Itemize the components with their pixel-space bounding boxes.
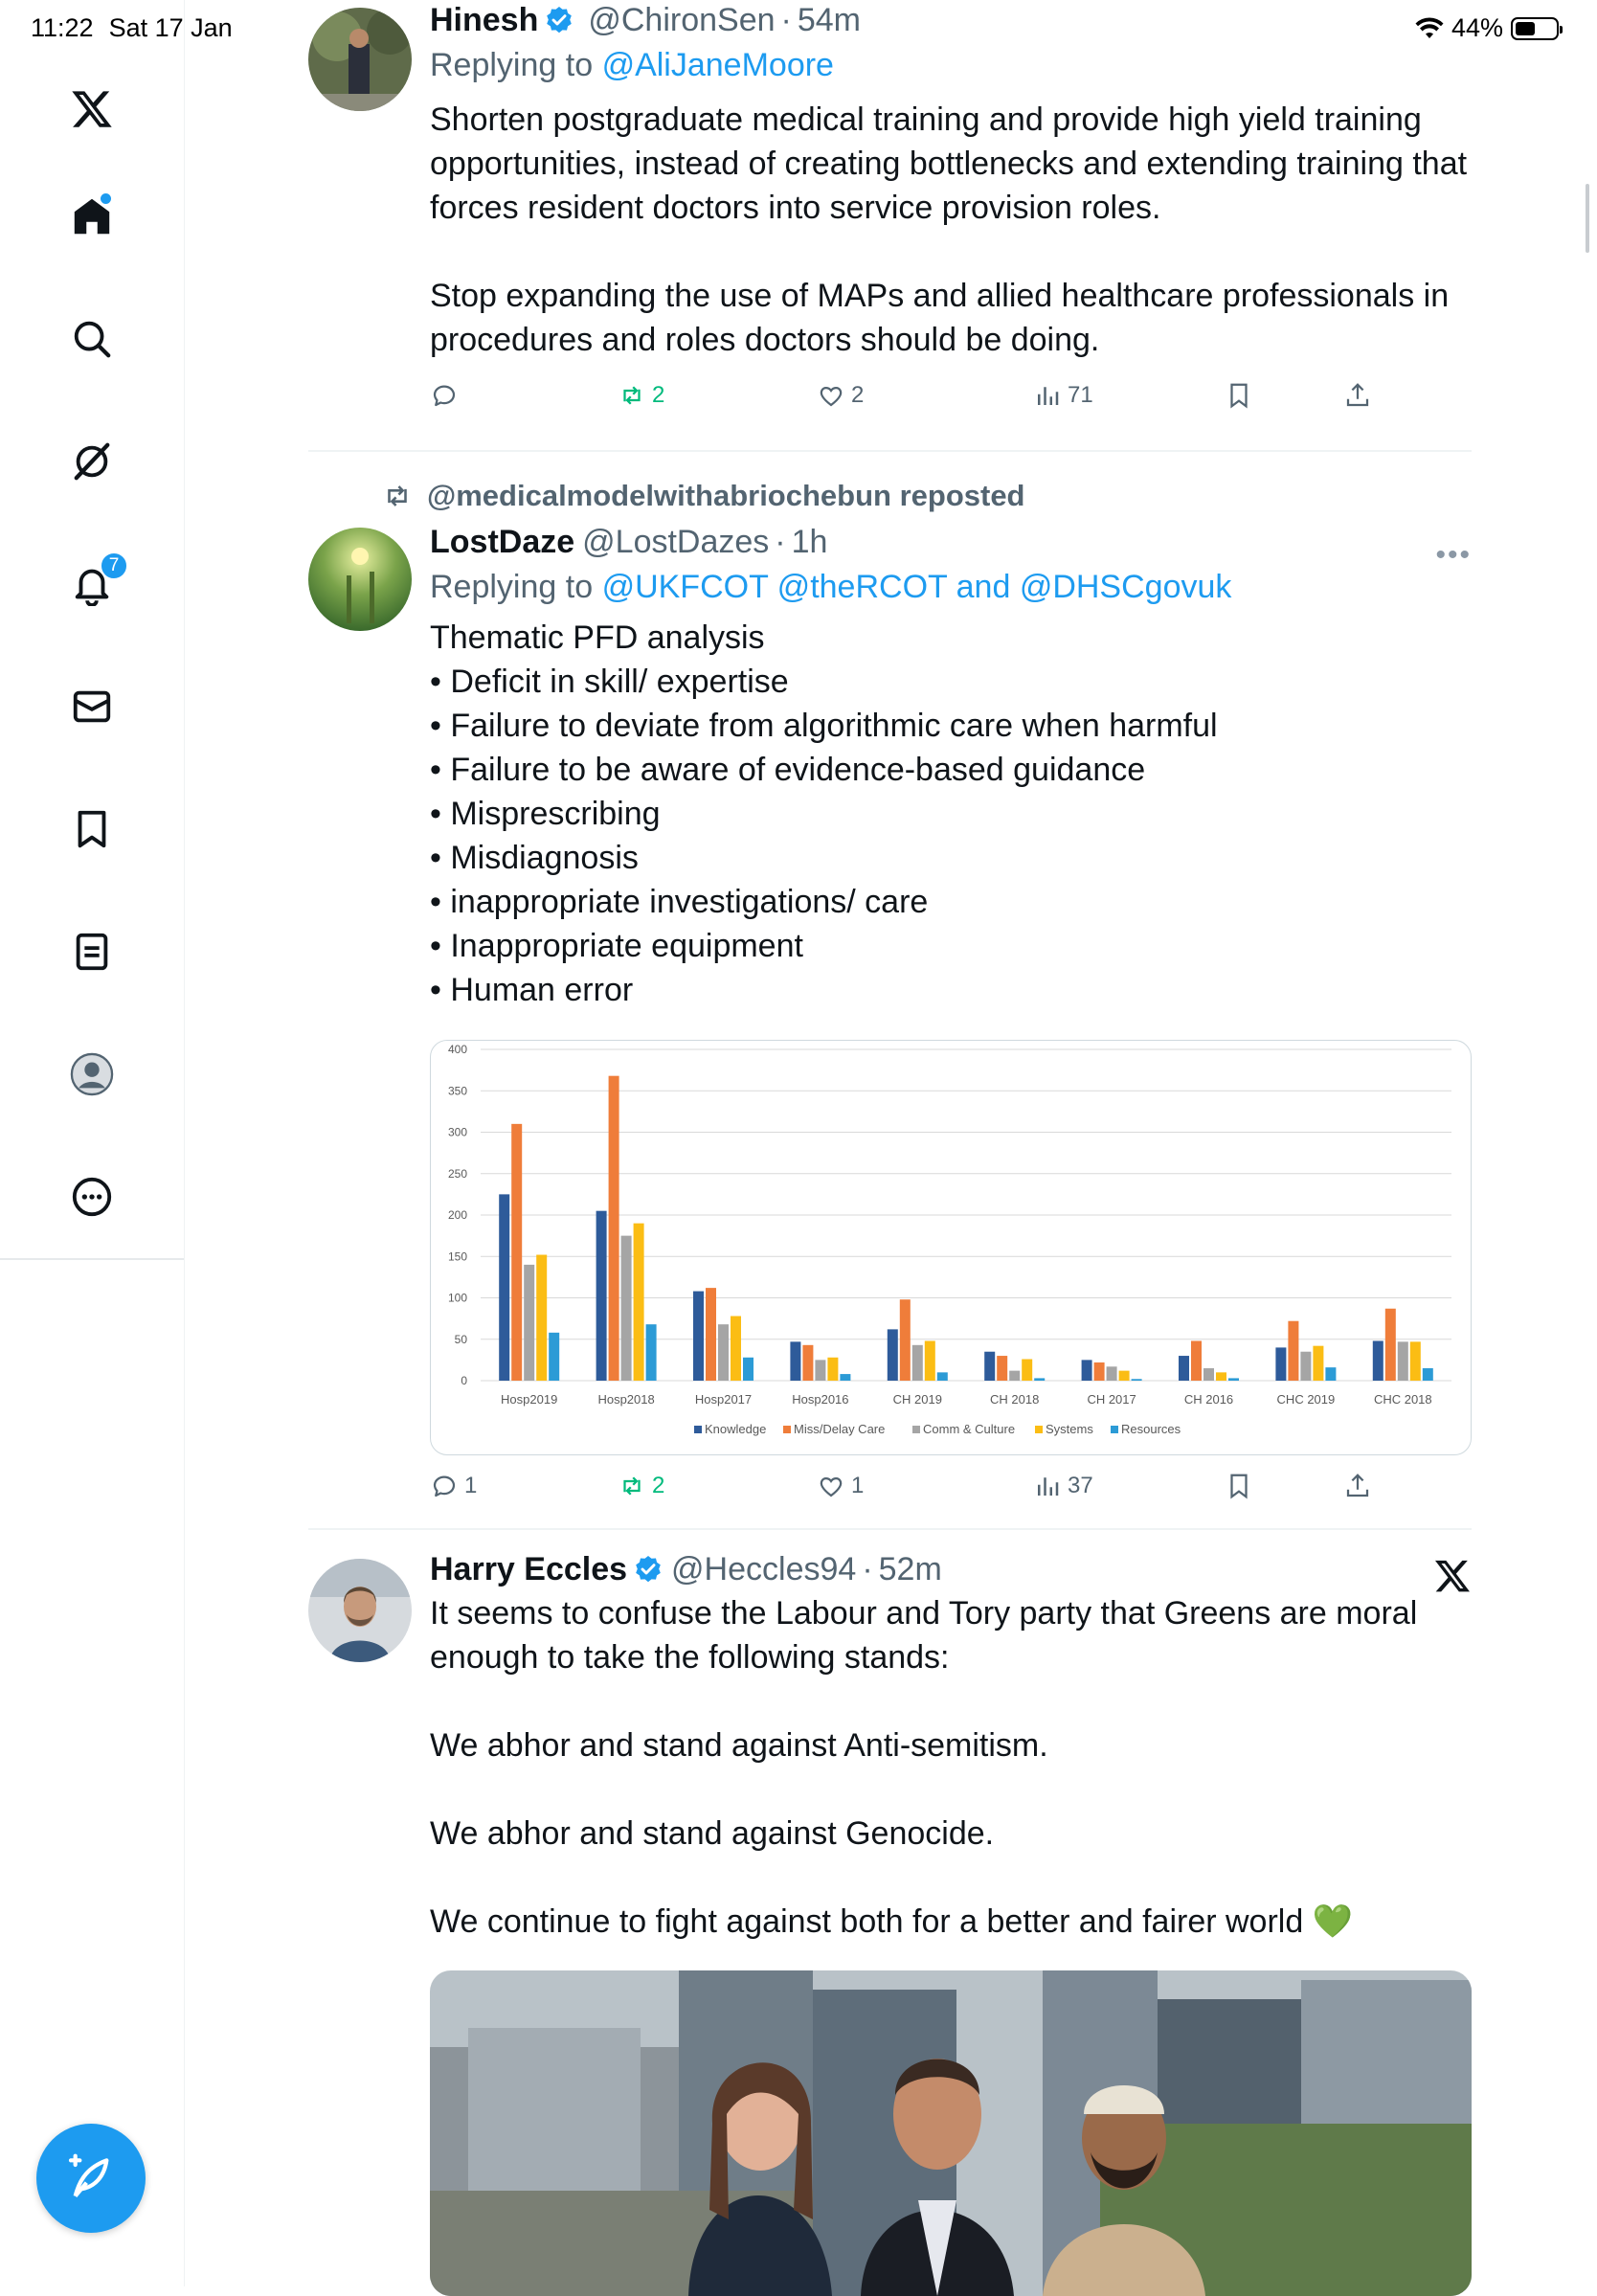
repost-icon <box>618 381 646 410</box>
legend-label: Knowledge <box>705 1422 767 1436</box>
x-logo-icon[interactable] <box>63 80 121 138</box>
bar-comm-culture <box>1107 1366 1117 1381</box>
bar-comm-culture <box>1203 1368 1214 1381</box>
grok-icon[interactable] <box>63 433 121 490</box>
post-hinesh[interactable] <box>308 0 1472 450</box>
bar-knowledge <box>888 1329 898 1381</box>
post-time[interactable]: 1h <box>791 524 828 560</box>
battery-percent: 44% <box>1451 13 1503 42</box>
views-icon <box>1033 1472 1062 1500</box>
bar-resources <box>743 1358 754 1381</box>
notifications-icon[interactable] <box>63 555 121 613</box>
legend-swatch <box>694 1426 702 1433</box>
bar-resources <box>1132 1379 1142 1381</box>
bar-miss-delay-care <box>900 1299 911 1381</box>
repost-indicator[interactable]: @medicalmodelwithabriochebun reposted <box>381 479 1025 513</box>
x-tick-label: CH 2018 <box>990 1392 1040 1407</box>
post-text: Shorten postgraduate medical training and provide high yield training opportunities, instead of creating bottlenecks and extending training that forces resident doctors into service provision roles. Stop expanding the use of MAPs and allied healthcare professionals in procedures and roles doctors should be doing. <box>430 101 1468 358</box>
bar-knowledge <box>1082 1360 1092 1381</box>
author-handle[interactable]: @Heccles94 <box>671 1551 857 1587</box>
views-icon <box>1033 381 1062 410</box>
bar-resources <box>937 1372 948 1381</box>
post-actions <box>430 1472 1472 1510</box>
share-icon <box>1343 1472 1372 1500</box>
like-button[interactable]: 2 <box>817 381 864 410</box>
bar-miss-delay-care <box>1288 1321 1298 1381</box>
x-tick-label: CH 2016 <box>1183 1392 1234 1407</box>
x-logo-icon[interactable] <box>1433 1557 1472 1595</box>
author-name[interactable]: Harry Eccles <box>430 1551 628 1587</box>
reply-button[interactable] <box>430 381 464 410</box>
author-handle[interactable]: @LostDazes <box>582 524 770 560</box>
post-header: Harry Eccles @Heccles94 · 52m <box>430 1551 942 1587</box>
repost-icon <box>381 480 414 512</box>
bar-miss-delay-care <box>706 1288 716 1381</box>
profile-avatar-icon[interactable] <box>63 1046 121 1103</box>
bar-chart <box>431 1041 1471 1454</box>
lists-icon[interactable] <box>63 923 121 980</box>
wifi-icon <box>1415 17 1444 40</box>
bookmarks-icon[interactable] <box>63 800 121 858</box>
bar-knowledge <box>1275 1347 1286 1381</box>
sidebar <box>0 0 185 2286</box>
y-tick-label: 100 <box>447 1291 467 1305</box>
legend-label: Comm & Culture <box>923 1422 1016 1436</box>
sidebar-divider <box>0 1258 184 1260</box>
bar-systems <box>1410 1341 1421 1381</box>
bookmark-icon <box>1225 1472 1253 1500</box>
status-time: 11:22 Sat 17 Jan <box>31 13 233 42</box>
y-tick-label: 250 <box>447 1166 467 1181</box>
bar-comm-culture <box>912 1345 923 1381</box>
legend-swatch <box>912 1426 920 1433</box>
home-icon[interactable] <box>63 188 121 245</box>
legend-label: Miss/Delay Care <box>794 1422 886 1436</box>
bar-comm-culture <box>621 1236 632 1381</box>
reply-button[interactable]: 1 <box>430 1472 477 1500</box>
bar-systems <box>1119 1371 1130 1381</box>
battery-icon <box>1511 17 1559 40</box>
bar-systems <box>925 1340 935 1381</box>
avatar[interactable] <box>308 1559 412 1662</box>
like-icon <box>817 1472 845 1500</box>
x-tick-label: Hosp2017 <box>694 1392 753 1407</box>
bar-systems <box>1022 1360 1032 1381</box>
y-tick-label: 300 <box>447 1125 467 1139</box>
bar-miss-delay-care <box>511 1124 522 1381</box>
repost-button[interactable]: 2 <box>618 381 664 410</box>
views-button[interactable]: 37 <box>1033 1472 1093 1500</box>
y-tick-label: 350 <box>447 1084 467 1098</box>
bar-knowledge <box>596 1211 607 1381</box>
bar-miss-delay-care <box>609 1076 619 1381</box>
y-tick-label: 200 <box>447 1208 467 1222</box>
status-bar <box>0 0 1597 59</box>
repost-button[interactable]: 2 <box>618 1472 664 1500</box>
bar-resources <box>1034 1378 1045 1381</box>
x-tick-label: CHC 2019 <box>1276 1392 1336 1407</box>
bar-miss-delay-care <box>802 1345 813 1381</box>
y-tick-label: 50 <box>454 1332 467 1346</box>
post-header: Hinesh @ChironSen · 54m <box>430 2 861 38</box>
bar-systems <box>731 1317 741 1381</box>
search-icon[interactable] <box>63 310 121 368</box>
x-tick-label: CH 2019 <box>892 1392 942 1407</box>
legend-label: Systems <box>1046 1422 1093 1436</box>
bar-comm-culture <box>1300 1352 1311 1381</box>
bar-comm-culture <box>1009 1371 1020 1381</box>
reply-icon <box>430 1472 459 1500</box>
bar-knowledge <box>1179 1356 1189 1381</box>
post-header: LostDaze @LostDazes · 1h <box>430 524 828 560</box>
repost-icon <box>618 1472 646 1500</box>
bookmark-button[interactable] <box>1225 381 1253 410</box>
bar-resources <box>549 1333 559 1381</box>
x-tick-label: Hosp2018 <box>597 1392 655 1407</box>
bar-knowledge <box>693 1292 704 1381</box>
legend-swatch <box>1035 1426 1043 1433</box>
status-date: Sat 17 Jan <box>108 13 233 42</box>
verified-badge-icon <box>633 1554 664 1585</box>
bar-comm-culture <box>1398 1341 1408 1381</box>
bar-knowledge <box>984 1352 995 1381</box>
bar-comm-culture <box>524 1265 534 1381</box>
bar-knowledge <box>499 1194 509 1381</box>
avatar[interactable] <box>308 528 412 631</box>
y-tick-label: 400 <box>447 1043 467 1056</box>
bar-systems <box>1216 1372 1226 1381</box>
bar-knowledge <box>1373 1340 1383 1381</box>
post-time[interactable]: 54m <box>797 2 861 38</box>
more-icon[interactable] <box>63 1168 121 1226</box>
reply-mention[interactable]: @AliJaneMoore <box>601 47 834 83</box>
photo-three-people <box>430 1970 1472 2296</box>
replying-to: Replying to @UKFCOT @theRCOT and @DHSCgovuk <box>430 569 1232 605</box>
author-name[interactable]: Hinesh <box>430 2 539 38</box>
bar-comm-culture <box>718 1324 729 1381</box>
legend-label: Resources <box>1121 1422 1181 1436</box>
post-text: It seems to confuse the Labour and Tory party that Greens are moral enough to take the following stands: We abhor and stand against Anti-semitism. We abhor and stand against Genocide. We continue to fight against both for a better and fairer world 💚 <box>430 1595 1418 1940</box>
author-handle[interactable]: @ChironSen <box>588 2 776 38</box>
like-icon <box>817 381 845 410</box>
status-right <box>1415 13 1559 43</box>
post-time[interactable]: 52m <box>878 1551 942 1587</box>
y-tick-label: 150 <box>447 1249 467 1264</box>
share-icon <box>1343 381 1372 410</box>
x-tick-label: CHC 2018 <box>1373 1392 1432 1407</box>
x-tick-label: Hosp2019 <box>501 1392 558 1407</box>
bar-miss-delay-care <box>997 1356 1007 1381</box>
legend-swatch <box>783 1426 791 1433</box>
bar-systems <box>634 1224 644 1381</box>
post-divider <box>308 1528 1472 1530</box>
bookmark-button[interactable] <box>1225 1472 1253 1500</box>
scroll-indicator[interactable] <box>1586 184 1589 253</box>
x-tick-label: Hosp2016 <box>792 1392 849 1407</box>
notifications-badge: 7 <box>100 551 128 580</box>
bar-systems <box>536 1255 547 1381</box>
bar-miss-delay-care <box>1385 1309 1396 1381</box>
author-name[interactable]: LostDaze <box>430 524 575 560</box>
x-tick-label: CH 2017 <box>1087 1392 1136 1407</box>
bar-resources <box>1325 1367 1336 1381</box>
bookmark-icon <box>1225 381 1253 410</box>
bar-resources <box>1228 1378 1239 1381</box>
bar-knowledge <box>790 1341 800 1381</box>
messages-icon[interactable] <box>63 678 121 735</box>
post-photo[interactable] <box>430 1970 1472 2296</box>
bar-resources <box>1423 1368 1433 1381</box>
home-unread-dot <box>101 193 111 204</box>
legend-swatch <box>1111 1426 1118 1433</box>
bar-miss-delay-care <box>1094 1362 1105 1381</box>
post-actions <box>430 381 1472 419</box>
bar-miss-delay-care <box>1191 1340 1202 1381</box>
compose-button[interactable] <box>36 2124 146 2233</box>
share-button[interactable] <box>1343 1472 1372 1500</box>
reply-icon <box>430 381 459 410</box>
reply-mention[interactable]: @UKFCOT @theRCOT <box>601 569 948 605</box>
bar-comm-culture <box>815 1360 825 1381</box>
replying-to: Replying to @AliJaneMoore <box>430 47 834 83</box>
share-button[interactable] <box>1343 381 1372 410</box>
bar-systems <box>827 1358 838 1381</box>
compose-feather-icon <box>64 2151 118 2205</box>
reply-mention-2[interactable]: @DHSCgovuk <box>1019 569 1232 605</box>
chart-image[interactable] <box>430 1040 1472 1455</box>
post-text: Thematic PFD analysis • Deficit in skill/ expertise • Failure to deviate from algorithmic care when harmful • Failure to be aware of evidence-based guidance • Misprescribing • Misdiagnosis • inappropriate investigations/ care • Inappropriate equipment • Human error <box>430 619 1218 1008</box>
more-options-icon[interactable]: ••• <box>1435 539 1472 571</box>
bar-resources <box>840 1374 850 1381</box>
like-button[interactable]: 1 <box>817 1472 864 1500</box>
views-button[interactable]: 71 <box>1033 381 1093 410</box>
post-divider <box>308 450 1472 452</box>
bar-systems <box>1313 1346 1323 1381</box>
y-tick-label: 0 <box>461 1374 467 1387</box>
bar-resources <box>646 1324 657 1381</box>
